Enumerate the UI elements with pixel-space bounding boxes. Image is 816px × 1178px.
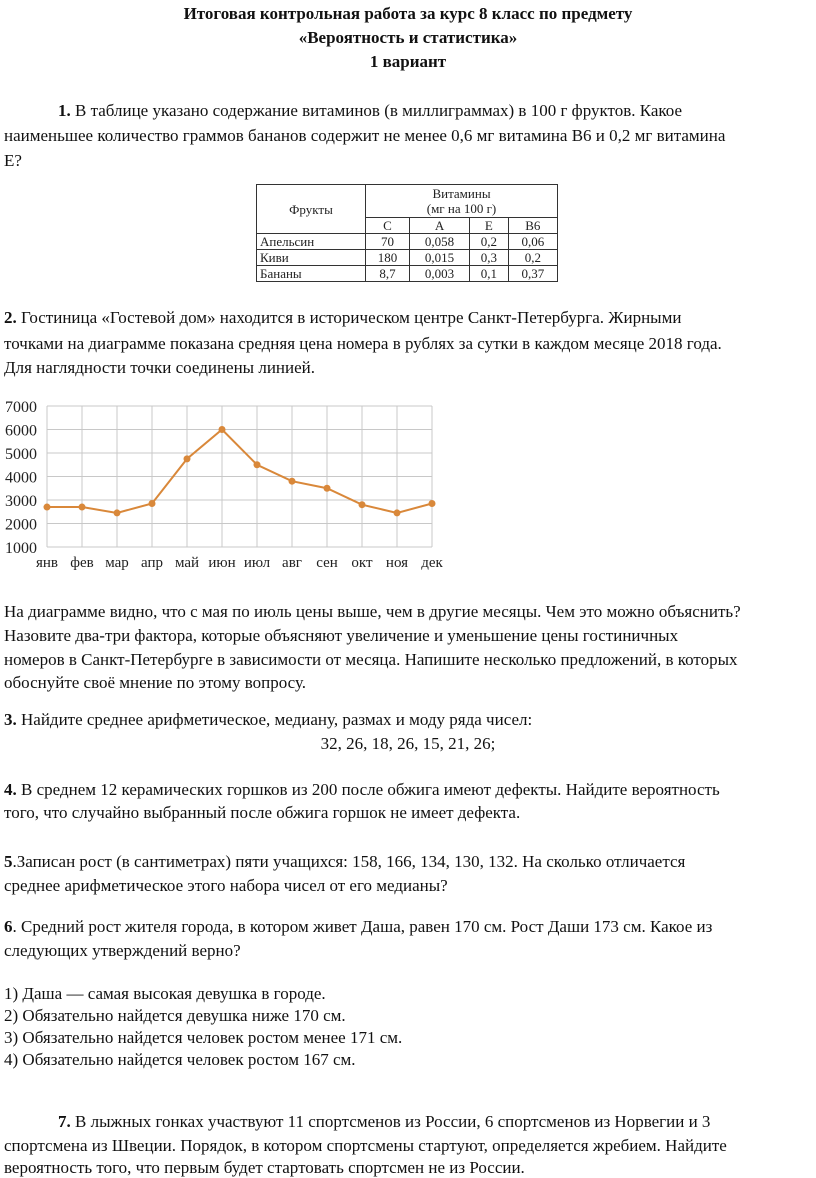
x-tick-label: фев [70, 555, 94, 571]
q5-text-1: .Записан рост (в сантиметрах) пяти учащихся: 158, 166, 134, 130, 132. На сколько отличается [12, 852, 686, 871]
price-points [44, 426, 436, 516]
q2-line3: Для наглядности точки соединены линией. [4, 358, 316, 377]
y-tick-label: 1000 [5, 540, 37, 557]
y-tick-label: 3000 [5, 493, 37, 510]
vitamin-table [256, 184, 558, 282]
q6-line2: следующих утверждений верно? [4, 941, 241, 960]
y-tick-label: 4000 [5, 469, 37, 487]
x-tick-label: окт [351, 555, 373, 571]
q2-after-line2: Назовите два-три фактора, которые объясняют увеличение и уменьшение цены гостиничных [4, 626, 679, 645]
table-row [257, 250, 558, 266]
doc-title-line2: «Вероятность и статистика» [298, 28, 518, 47]
q2-text-1: Гостиница «Гостевой дом» находится в историческом центре Санкт-Петербурга. Жирными [16, 308, 682, 327]
table-cell: 70 [366, 234, 410, 250]
data-point [114, 509, 121, 516]
q7-line3: вероятность того, что первым будет стартовать спортсмен не из России. [4, 1158, 525, 1177]
chart-grid [47, 406, 432, 547]
hotel-price-chart [0, 394, 460, 574]
q3-line1 [4, 710, 532, 730]
data-point [324, 485, 331, 492]
fruit-name: Апельсин [257, 234, 366, 250]
q2-line2: точками на диаграмме показана средняя цена номера в рублях за сутки в каждом месяце 2018 года. [4, 334, 722, 353]
column-header: С [366, 218, 410, 234]
variant-label: 1 вариант [369, 52, 447, 71]
vitamins-title: Витамины [432, 186, 491, 201]
q3-number: 3. [4, 710, 17, 729]
q2-number: 2. [4, 308, 17, 327]
q3-text: Найдите среднее арифметическое, медиану, размах и моду ряда чисел: [16, 710, 533, 729]
vitamins-units: (мг на 100 г) [426, 201, 497, 216]
data-point [184, 455, 191, 462]
q6-line1 [4, 917, 712, 937]
q4-line2: того, что случайно выбранный после обжига горшок не имеет дефекта. [4, 803, 521, 822]
x-tick-label: авг [282, 555, 302, 571]
x-tick-label: янв [35, 555, 59, 571]
q5-number: 5 [4, 852, 13, 871]
table-cell: 0,058 [409, 234, 469, 250]
q1-line3: Е? [4, 151, 22, 170]
data-point [219, 426, 226, 433]
data-point [254, 461, 261, 468]
x-axis-ticks [36, 555, 444, 571]
q2-line1 [4, 308, 681, 328]
column-header: А [409, 218, 469, 234]
q1-text-1: В таблице указано содержание витаминов (в миллиграммах) в 100 г фруктов. Какое [70, 101, 683, 120]
table-cell: 180 [366, 250, 410, 266]
q3-number-series: 32, 26, 18, 26, 15, 21, 26; [320, 734, 496, 753]
x-tick-label: мар [105, 555, 129, 571]
column-header: Е [470, 218, 509, 234]
table-cell: 0,3 [470, 250, 509, 266]
data-point [429, 500, 436, 507]
table-row [257, 234, 558, 250]
table-cell: 0,015 [409, 250, 469, 266]
q1-number: 1. [58, 101, 71, 120]
data-point [44, 504, 51, 511]
q7-number: 7. [58, 1112, 71, 1131]
q2-after-line3: номеров в Санкт-Петербурге в зависимости от месяца. Напишите несколько предложений, в которых [4, 650, 738, 669]
data-point [149, 500, 156, 507]
table-cell: 0,06 [508, 234, 557, 250]
q6-option-1: 1) Даша — самая высокая девушка в городе. [4, 984, 326, 1003]
x-tick-label: сен [316, 555, 338, 571]
data-point [394, 509, 401, 516]
q6-number: 6 [4, 917, 13, 936]
q6-option-2: 2) Обязательно найдется девушка ниже 170 см. [4, 1006, 346, 1025]
q2-after-line4: обоснуйте своё мнение по этому вопросу. [4, 673, 307, 692]
x-tick-label: июн [208, 555, 236, 571]
table-cell: 0,2 [508, 250, 557, 266]
table-cell: 0,2 [470, 234, 509, 250]
x-tick-label: дек [421, 555, 443, 571]
data-point [79, 504, 86, 511]
q1-line2: наименьшее количество граммов бананов содержит не менее 0,6 мг витамина В6 и 0,2 мг витамина [4, 126, 726, 145]
q7-text-1: В лыжных гонках участвуют 11 спортсменов из России, 6 спортсменов из Норвегии и 3 [70, 1112, 711, 1131]
y-axis-ticks [5, 399, 37, 557]
q1-line1 [58, 101, 682, 121]
x-tick-label: апр [141, 555, 163, 571]
q7-line1 [58, 1112, 710, 1132]
y-tick-label: 7000 [5, 399, 37, 416]
y-tick-label: 2000 [5, 516, 37, 534]
fruit-name: Киви [257, 250, 366, 266]
q4-text-1: В среднем 12 керамических горшков из 200 после обжига имеют дефекты. Найдите вероятность [16, 780, 720, 799]
q6-text-1: . Средний рост жителя города, в котором живет Даша, равен 170 см. Рост Даши 173 см. Какое из [12, 917, 713, 936]
x-tick-label: ноя [385, 555, 409, 571]
q2-after-line1: На диаграмме видно, что с мая по июль цены выше, чем в другие месяцы. Чем это можно объяснить? [4, 602, 741, 621]
q4-line1 [4, 780, 720, 800]
x-tick-label: июл [243, 555, 271, 571]
y-tick-label: 6000 [5, 422, 37, 440]
doc-title-line1: Итоговая контрольная работа за курс 8 класс по предмету [183, 4, 633, 23]
table-cell: 8,7 [366, 266, 410, 282]
x-tick-label: май [174, 555, 200, 571]
column-header: В6 [508, 218, 557, 234]
y-tick-label: 5000 [5, 446, 37, 463]
fruit-name: Бананы [257, 266, 366, 282]
table-header-fruits: Фрукты [257, 185, 366, 234]
q5-line2: среднее арифметическое этого набора чисел от его медианы? [4, 876, 448, 895]
q4-number: 4. [4, 780, 17, 799]
table-header-vitamins [366, 185, 558, 218]
q6-option-4: 4) Обязательно найдется человек ростом 167 см. [4, 1050, 356, 1069]
data-point [359, 501, 366, 508]
q6-option-3: 3) Обязательно найдется человек ростом менее 171 см. [4, 1028, 403, 1047]
table-cell: 0,1 [470, 266, 509, 282]
q7-line2: спортсмена из Швеции. Порядок, в котором спортсмены стартуют, определяется жребием. Найдите [4, 1136, 727, 1155]
q5-line1 [4, 852, 685, 872]
data-point [289, 478, 296, 485]
table-cell: 0,37 [508, 266, 557, 282]
table-row [257, 266, 558, 282]
table-cell: 0,003 [409, 266, 469, 282]
